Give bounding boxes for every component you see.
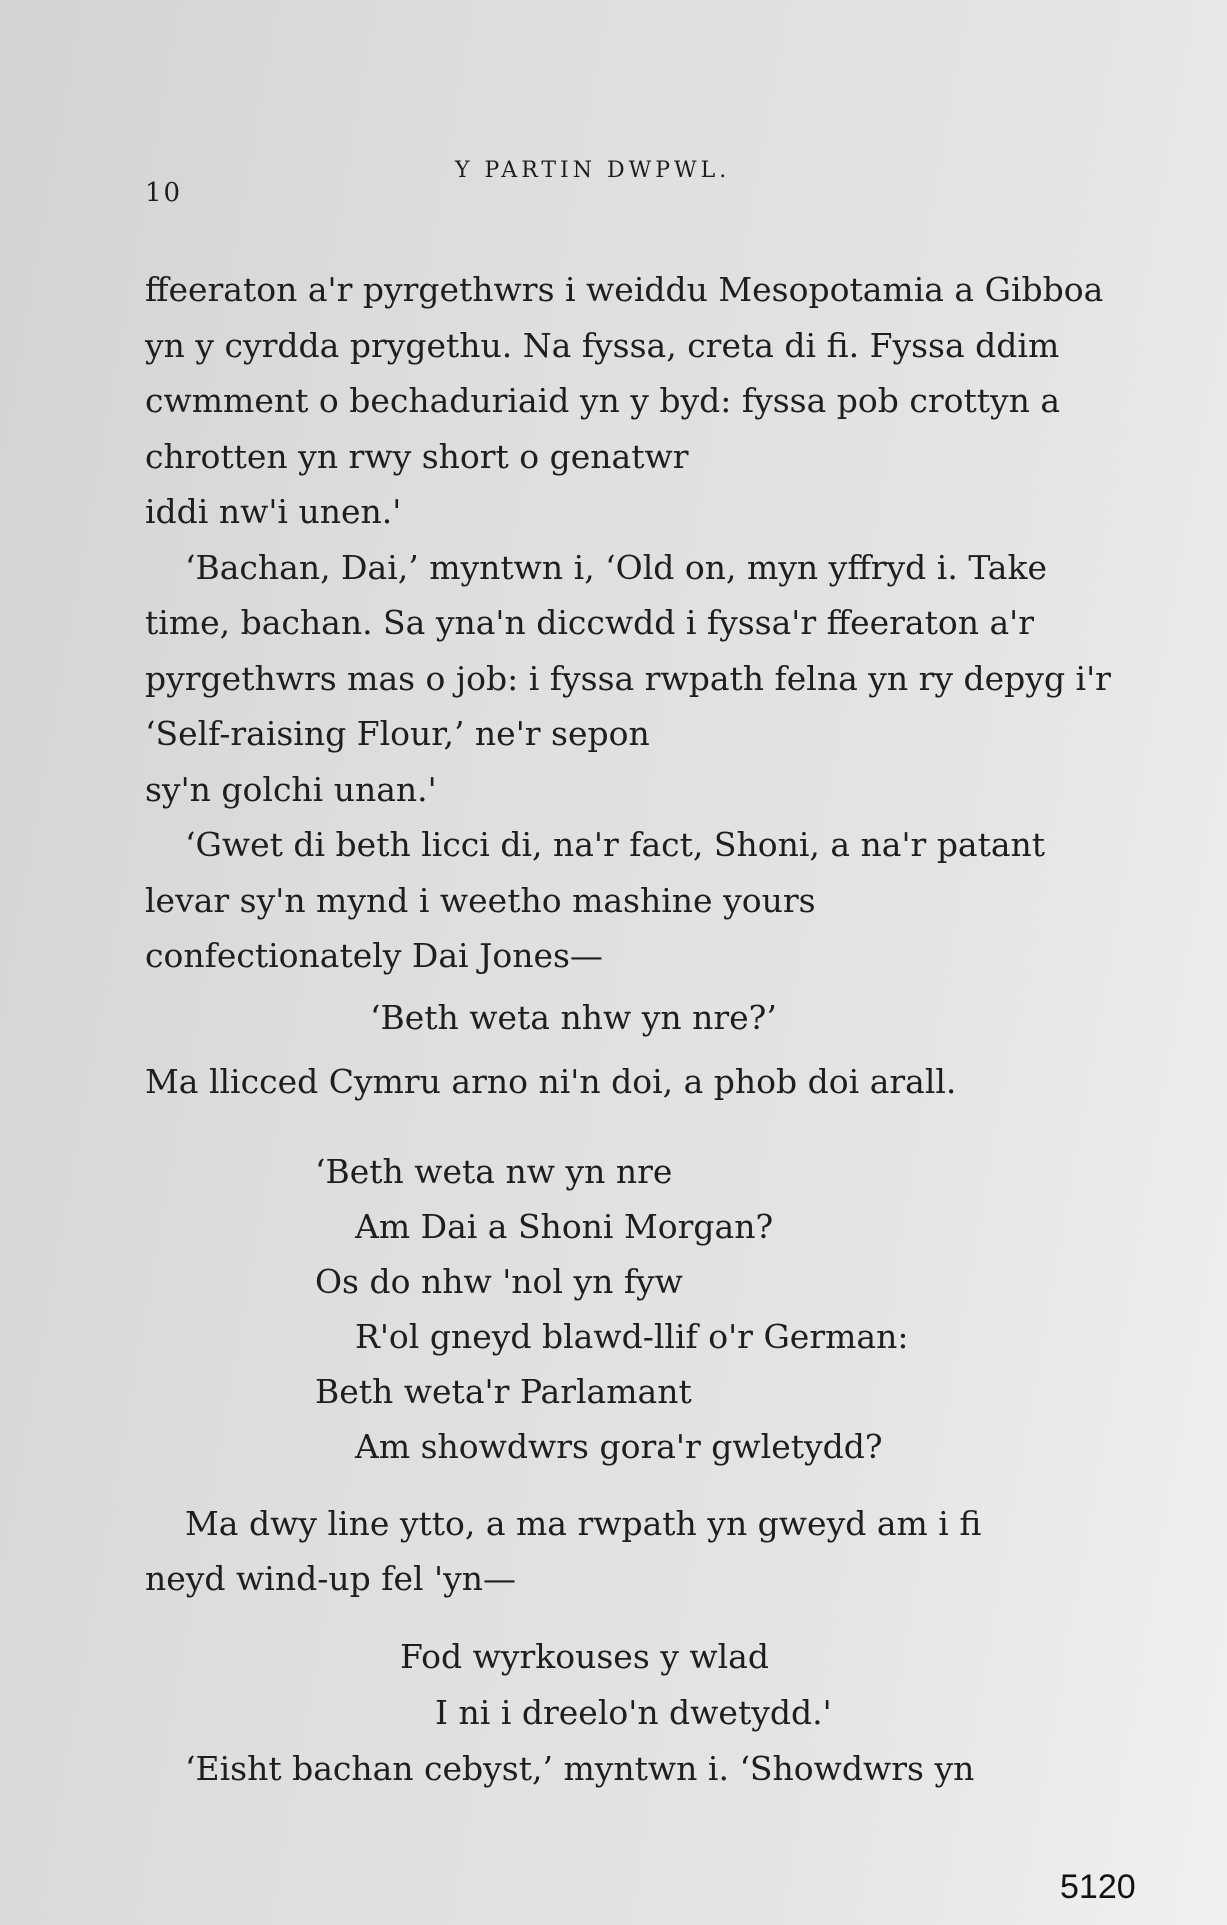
page-header <box>0 150 1227 208</box>
text-line: neyd wind-up fel 'yn— <box>145 1559 516 1598</box>
text-line: Take time, bachan. Sa yna'n diccwdd i fyssa'r <box>145 547 1047 642</box>
verse-line: Fod wyrkouses y wlad <box>400 1636 769 1676</box>
text-line: confectionately Dai Jones— <box>145 936 603 975</box>
paragraph-4: Ma llicced Cymru arno ni'n doi, a phob doi arall. <box>145 1061 957 1101</box>
paragraph-3 <box>145 817 1130 984</box>
verse-couplet <box>145 1629 1130 1741</box>
running-title: Y PARTIN DWPWL. <box>455 158 731 183</box>
catalog-number: 5120 <box>1060 1868 1136 1906</box>
text-line: patant levar sy'n mynd i weetho mashine yours <box>145 825 1046 920</box>
text-line: ‘Gwet di beth licci di, na'r fact, Shoni, a na'r <box>185 825 927 864</box>
spacer <box>145 1607 1130 1629</box>
body-text <box>145 262 1130 1796</box>
text-line: fyssa pob crottyn a chrotten yn rwy short o genatwr <box>145 381 1061 476</box>
text-line: ‘Bachan, Dai,’ myntwn i, ‘Old on, myn yffryd i. <box>185 547 958 587</box>
verse-line: Beth weta'r Parlamant <box>315 1371 692 1411</box>
text-line: Fyssa ddim cwmment o bechaduriaid yn y byd: <box>145 325 1060 420</box>
paragraph-2 <box>145 540 1130 818</box>
text-line: sy'n golchi unan.' <box>145 769 437 809</box>
verse-line: R'ol gneyd blawd-llif o'r German: <box>355 1316 909 1356</box>
paragraph-6: ‘Eisht bachan cebyst,’ myntwn i. ‘Showdwrs yn <box>185 1748 975 1788</box>
verse-line: I ni i dreelo'n dwetydd.' <box>435 1692 832 1732</box>
page-number: 10 <box>145 178 183 208</box>
text-line: Gibboa yn y cyrdda prygethu. Na fyssa, creta di fi. <box>145 270 1104 365</box>
verse-line: ‘Beth weta nw yn nre <box>315 1151 673 1191</box>
verse-line: Os do nhw 'nol yn fyw <box>315 1261 683 1301</box>
text-line: ffeeraton a'r pyrgethwrs mas o job: i fyssa rwpath <box>145 603 1034 698</box>
text-line: iddi nw'i unen.' <box>145 492 402 531</box>
quote-line: ‘Beth weta nhw yn nre?’ <box>370 997 777 1037</box>
verse-line: Am showdwrs gora'r gwletydd? <box>355 1426 883 1466</box>
paragraph-1 <box>145 262 1130 540</box>
text-line: felna yn ry depyg i'r ‘Self-raising Flour,’ ne'r sepon <box>145 658 1111 753</box>
verse-line: Am Dai a Shoni Morgan? <box>355 1206 774 1246</box>
verse-stanza <box>145 1144 1130 1474</box>
text-line: Ma dwy line ytto, a ma rwpath yn gweyd am i fi <box>185 1503 982 1543</box>
spacer <box>145 1474 1130 1496</box>
text-line: ffeeraton a'r pyrgethwrs i weiddu Mesopotamia a <box>145 270 975 309</box>
paragraph-5 <box>145 1496 1130 1607</box>
